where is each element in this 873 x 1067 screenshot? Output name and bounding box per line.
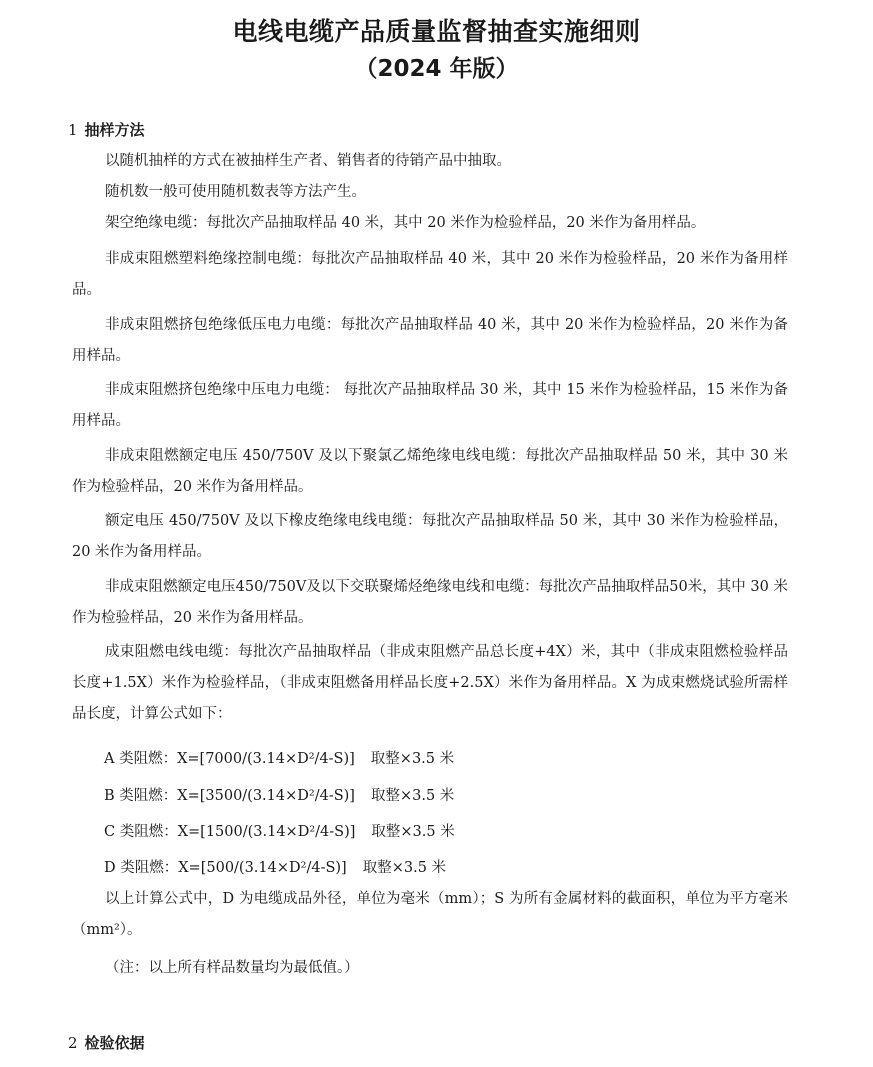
section-2-number: 2 <box>68 1034 78 1052</box>
paragraph-bunched-flame-retardant-cable: 成束阻燃电线电缆：每批次产品抽取样品（非成束阻燃产品总长度+4X）米，其中（非成束阻燃检验样品长度+1.5X）米作为检验样品，（非成束阻燃备用样品长度+2.5X）米作为备用样品。X 为成束燃烧试验所需样品长度，计算公式如下： <box>72 644 788 722</box>
paragraph-pvc-insulated-cable: 非成束阻燃额定电压 450/750V 及以下聚氯乙烯绝缘电线电缆：每批次产品抽取样品 50 米，其中 30 米作为检验样品，20 米作为备用样品。 <box>72 448 788 495</box>
paragraph-sampling-method: 以随机抽样的方式在被抽样生产者、销售者的待销产品中抽取。 <box>105 153 511 169</box>
paragraph-formula-explanation: 以上计算公式中，D 为电缆成品外径，单位为毫米（mm）；S 为所有金属材料的截面积，单位为平方毫米（mm²）。 <box>72 891 788 938</box>
formula-class-d <box>104 856 704 880</box>
paragraph-medium-voltage-power-cable: 非成束阻燃挤包绝缘中压电力电缆： 每批次产品抽取样品 30 米，其中 15 米作为检验样品，15 米作为备用样品。 <box>72 382 788 429</box>
section-1-number: 1 <box>68 121 78 139</box>
paragraph-random-number: 随机数一般可使用随机数表等方法产生。 <box>105 184 366 200</box>
section-1-title: 抽样方法 <box>84 121 145 139</box>
paragraph-control-cable: 非成束阻燃塑料绝缘控制电缆：每批次产品抽取样品 40 米，其中 20 米作为检验样品，20 米作为备用样品。 <box>72 251 788 298</box>
formula-class-a-expression: A 类阻燃：X=[7000/(3.14×D²/4-S)] <box>104 751 355 767</box>
section-2-title: 检验依据 <box>84 1034 145 1052</box>
formula-class-b-expression: B 类阻燃：X=[3500/(3.14×D²/4-S)] <box>104 788 355 804</box>
paragraph-low-voltage-power-cable: 非成束阻燃挤包绝缘低压电力电缆：每批次产品抽取样品 40 米，其中 20 米作为检验样品，20 米作为备用样品。 <box>72 317 788 364</box>
formula-class-a-tail: 取整×3.5 米 <box>370 751 455 767</box>
formula-class-b-tail: 取整×3.5 米 <box>370 788 455 804</box>
paragraph-xlpo-insulated-cable: 非成束阻燃额定电压450/750V及以下交联聚烯烃绝缘电线和电缆：每批次产品抽取样品50米，其中 30 米作为检验样品，20 米作为备用样品。 <box>72 579 788 626</box>
document-title: 电线电缆产品质量监督抽查实施细则 <box>232 17 641 46</box>
paragraph-overhead-cable: 架空绝缘电缆：每批次产品抽取样品 40 米，其中 20 米作为检验样品，20 米作为备用样品。 <box>105 215 706 231</box>
formula-class-d-expression: D 类阻燃：X=[500/(3.14×D²/4-S)] <box>104 860 347 876</box>
document-edition: （2024 年版） <box>354 56 519 82</box>
section-2-heading <box>68 1031 145 1055</box>
formula-class-b <box>104 784 704 808</box>
formula-class-a <box>104 747 704 771</box>
section-1-heading <box>68 118 145 142</box>
formula-class-d-tail: 取整×3.5 米 <box>362 860 447 876</box>
sample-quantity-note: （注：以上所有样品数量均为最低值。） <box>105 960 359 976</box>
formula-class-c <box>104 820 704 844</box>
formula-class-c-tail: 取整×3.5 米 <box>371 824 455 840</box>
formula-class-c-expression: C 类阻燃：X=[1500/(3.14×D²/4-S)] <box>104 824 356 840</box>
paragraph-rubber-insulated-cable: 额定电压 450/750V 及以下橡皮绝缘电线电缆：每批次产品抽取样品 50 米，其中 30 米作为检验样品，20 米作为备用样品。 <box>72 513 788 560</box>
